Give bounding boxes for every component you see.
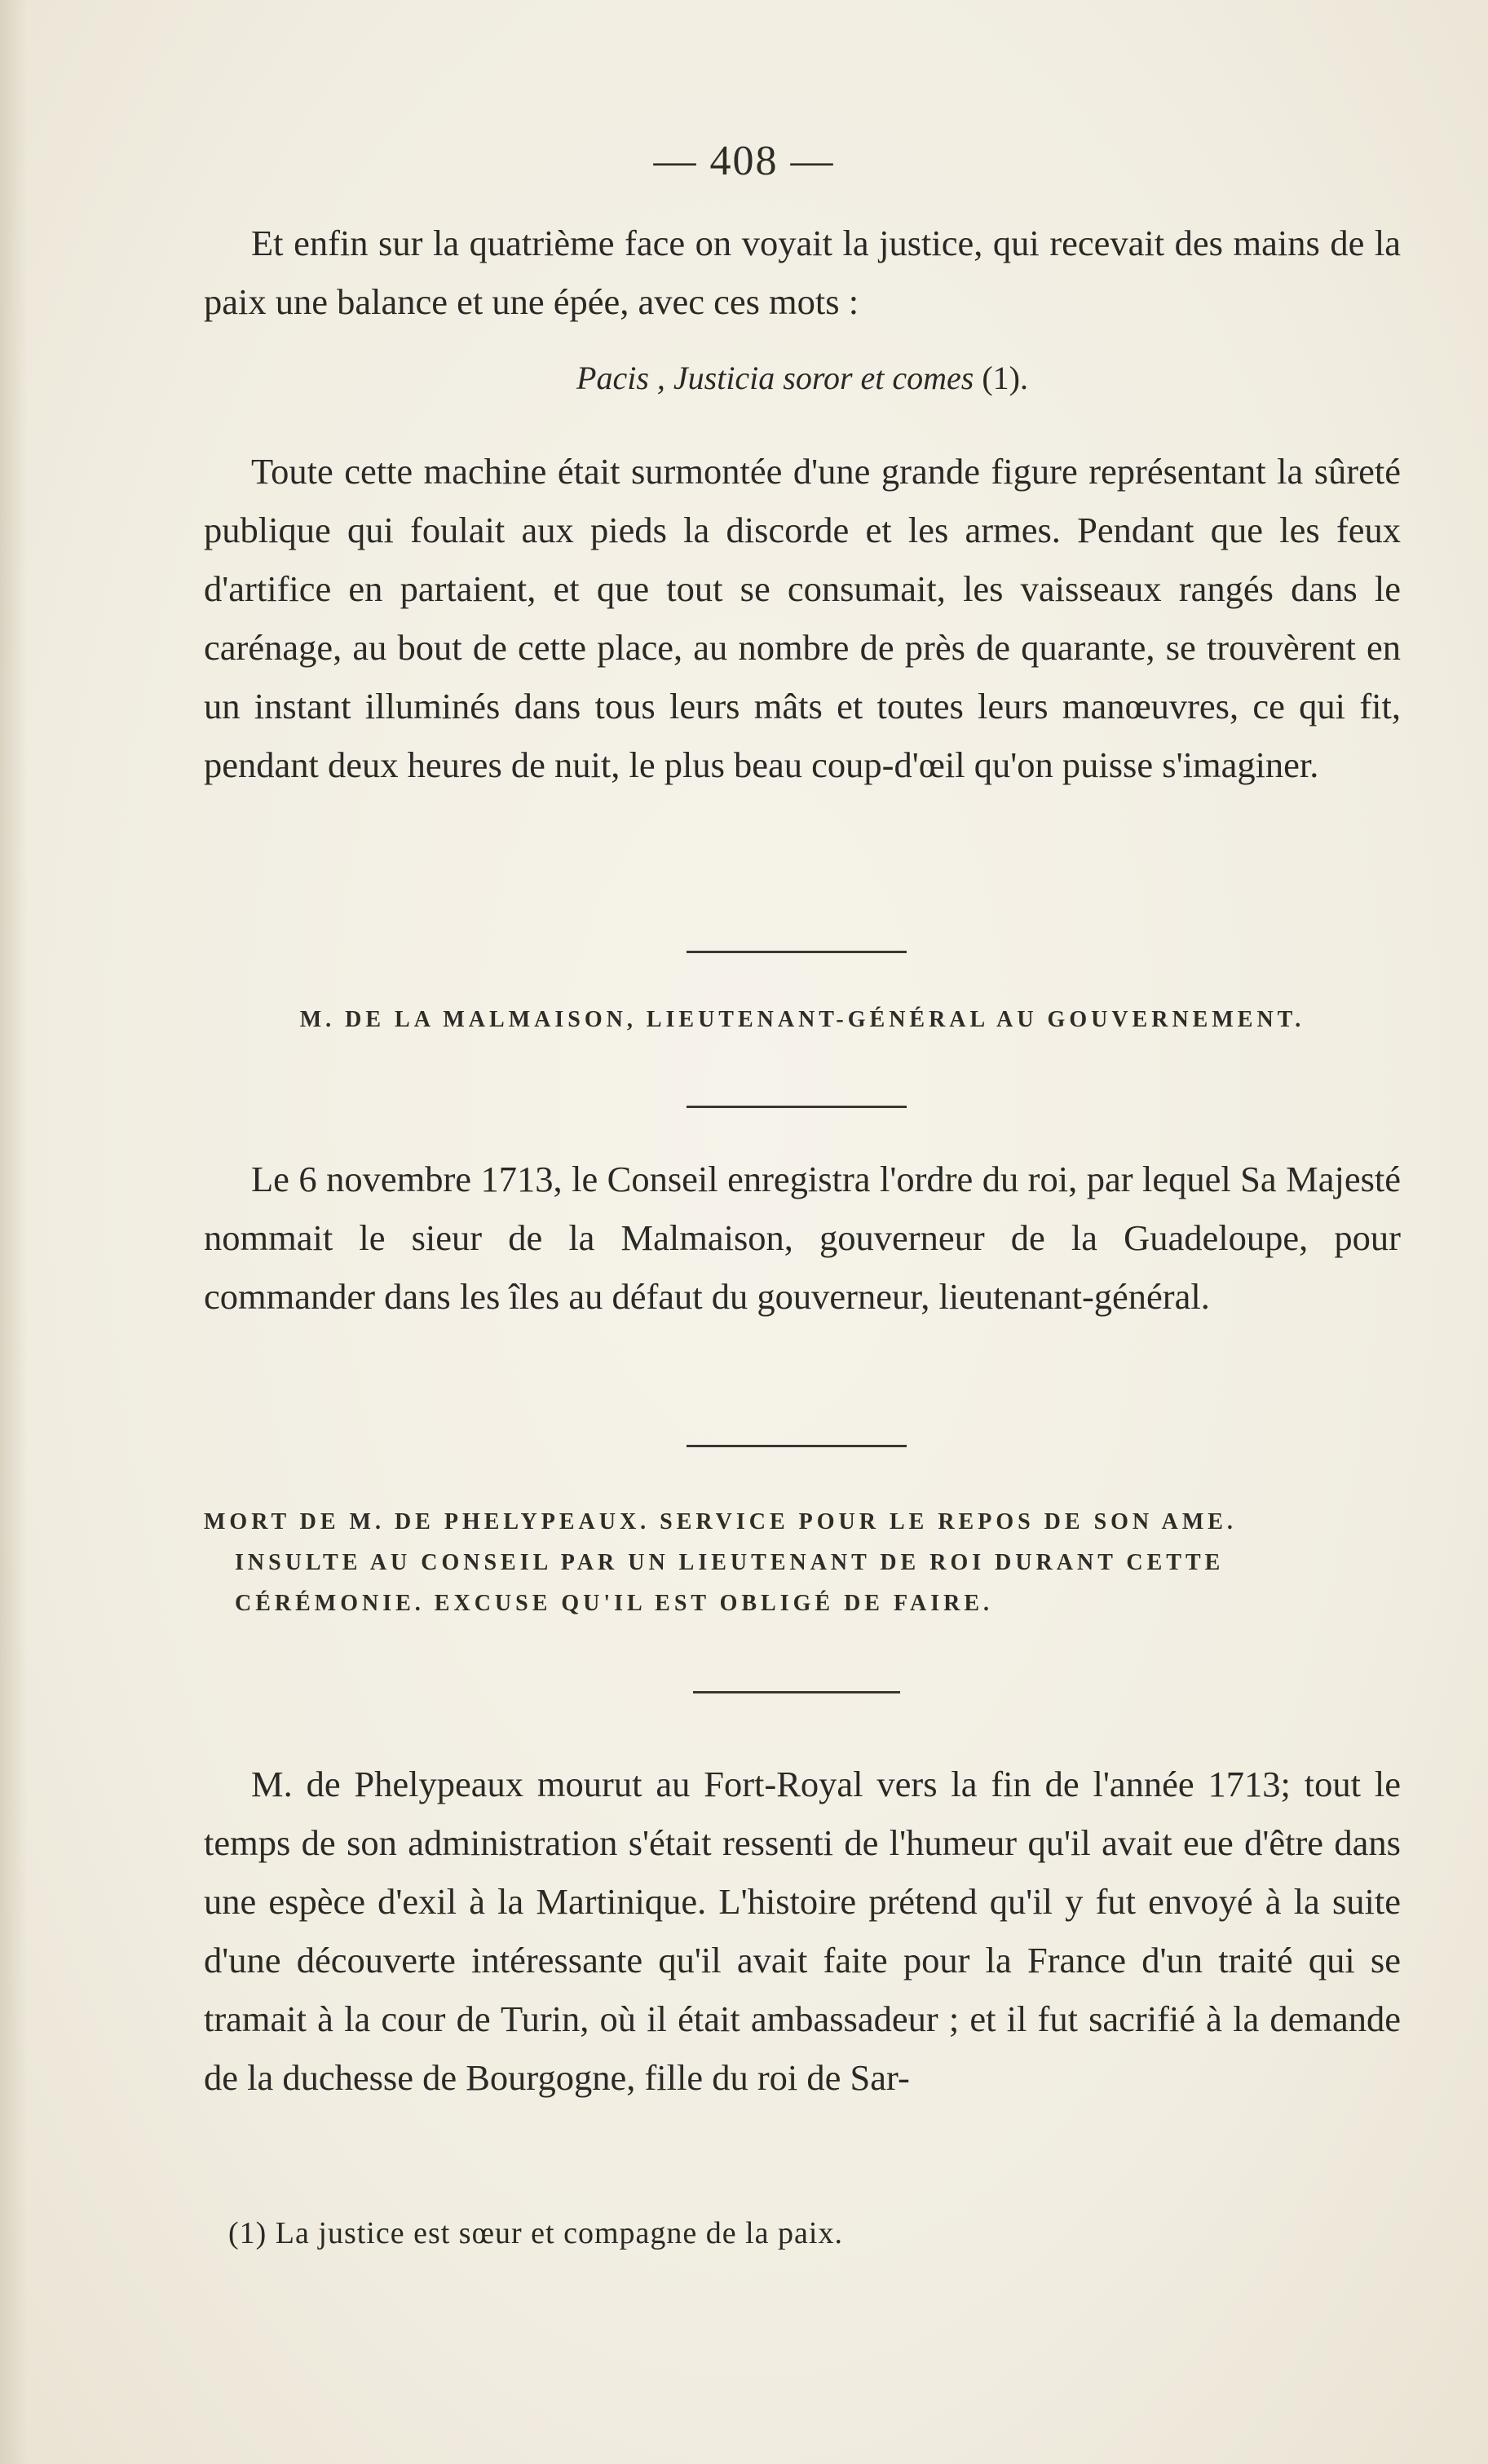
section-heading-phelypeaux [204, 1502, 1401, 1624]
footnote-reference: (1). [982, 360, 1028, 396]
page-gutter-shadow [0, 0, 28, 2464]
heading-line: MORT DE M. DE PHELYPEAUX. SERVICE POUR LE REPOS DE SON AME. [204, 1509, 1237, 1534]
paragraph-fireworks: Toute cette machine était surmontée d'une grande figure représentant la sûreté publique qui foulait aux pieds la discorde et les armes. Pendant que les feux d'artifice en partaient, et que tout se consumait, les vaisseaux rangés dans le carénage, au bout de cette place, au nombre de près de quarante, se trouvèrent en un instant illuminés dans tous leurs mâts et toutes leurs manœuvres, ce qui fit, pendant deux heures de nuit, le plus beau coup-d'œil qu'on puisse s'imaginer. [204, 451, 1401, 785]
page-number: — 408 — [653, 138, 835, 184]
heading-line: CÉRÉMONIE. EXCUSE QU'IL EST OBLIGÉ DE FAIRE. [235, 1591, 994, 1616]
paragraph-justice-face: Et enfin sur la quatrième face on voyait la justice, qui recevait des mains de la paix une balance et une épée, avec ces mots : [204, 223, 1401, 322]
latin-quote-text: Pacis , Justicia soror et comes [576, 360, 974, 396]
section-divider [687, 951, 907, 953]
paragraph-malmaison-appointment: Le 6 novembre 1713, le Conseil enregistra l'ordre du roi, par lequel Sa Majesté nommait le sieur de la Malmaison, gouverneur de la Guadeloupe, pour commander dans les îles au défaut du gouverneur, lieutenant-général. [204, 1159, 1401, 1317]
section-heading-malmaison: M. DE LA MALMAISON, LIEUTENANT-GÉNÉRAL AU GOUVERNEMENT. [299, 1007, 1305, 1032]
section-divider [687, 1445, 907, 1447]
section-divider [687, 1106, 907, 1108]
paragraph-phelypeaux-death: M. de Phelypeaux mourut au Fort-Royal vers la fin de l'année 1713; tout le temps de son administration s'était ressenti de l'humeur qu'il avait eue d'être dans une espèce d'exil à la Martinique. L'histoire prétend qu'il y fut envoyé à la suite d'une découverte intéressante qu'il avait faite pour la France d'un traité qui se tramait à la cour de Turin, où il était ambassadeur ; et il fut sacrifié à la demande de la duchesse de Bourgogne, fille du roi de Sar- [204, 1764, 1401, 2098]
footnote: (1) La justice est sœur et compagne de la paix. [228, 2216, 843, 2250]
section-divider [693, 1691, 900, 1693]
heading-line: INSULTE AU CONSEIL PAR UN LIEUTENANT DE ROI DURANT CETTE [235, 1550, 1225, 1575]
latin-quote [204, 354, 1401, 403]
